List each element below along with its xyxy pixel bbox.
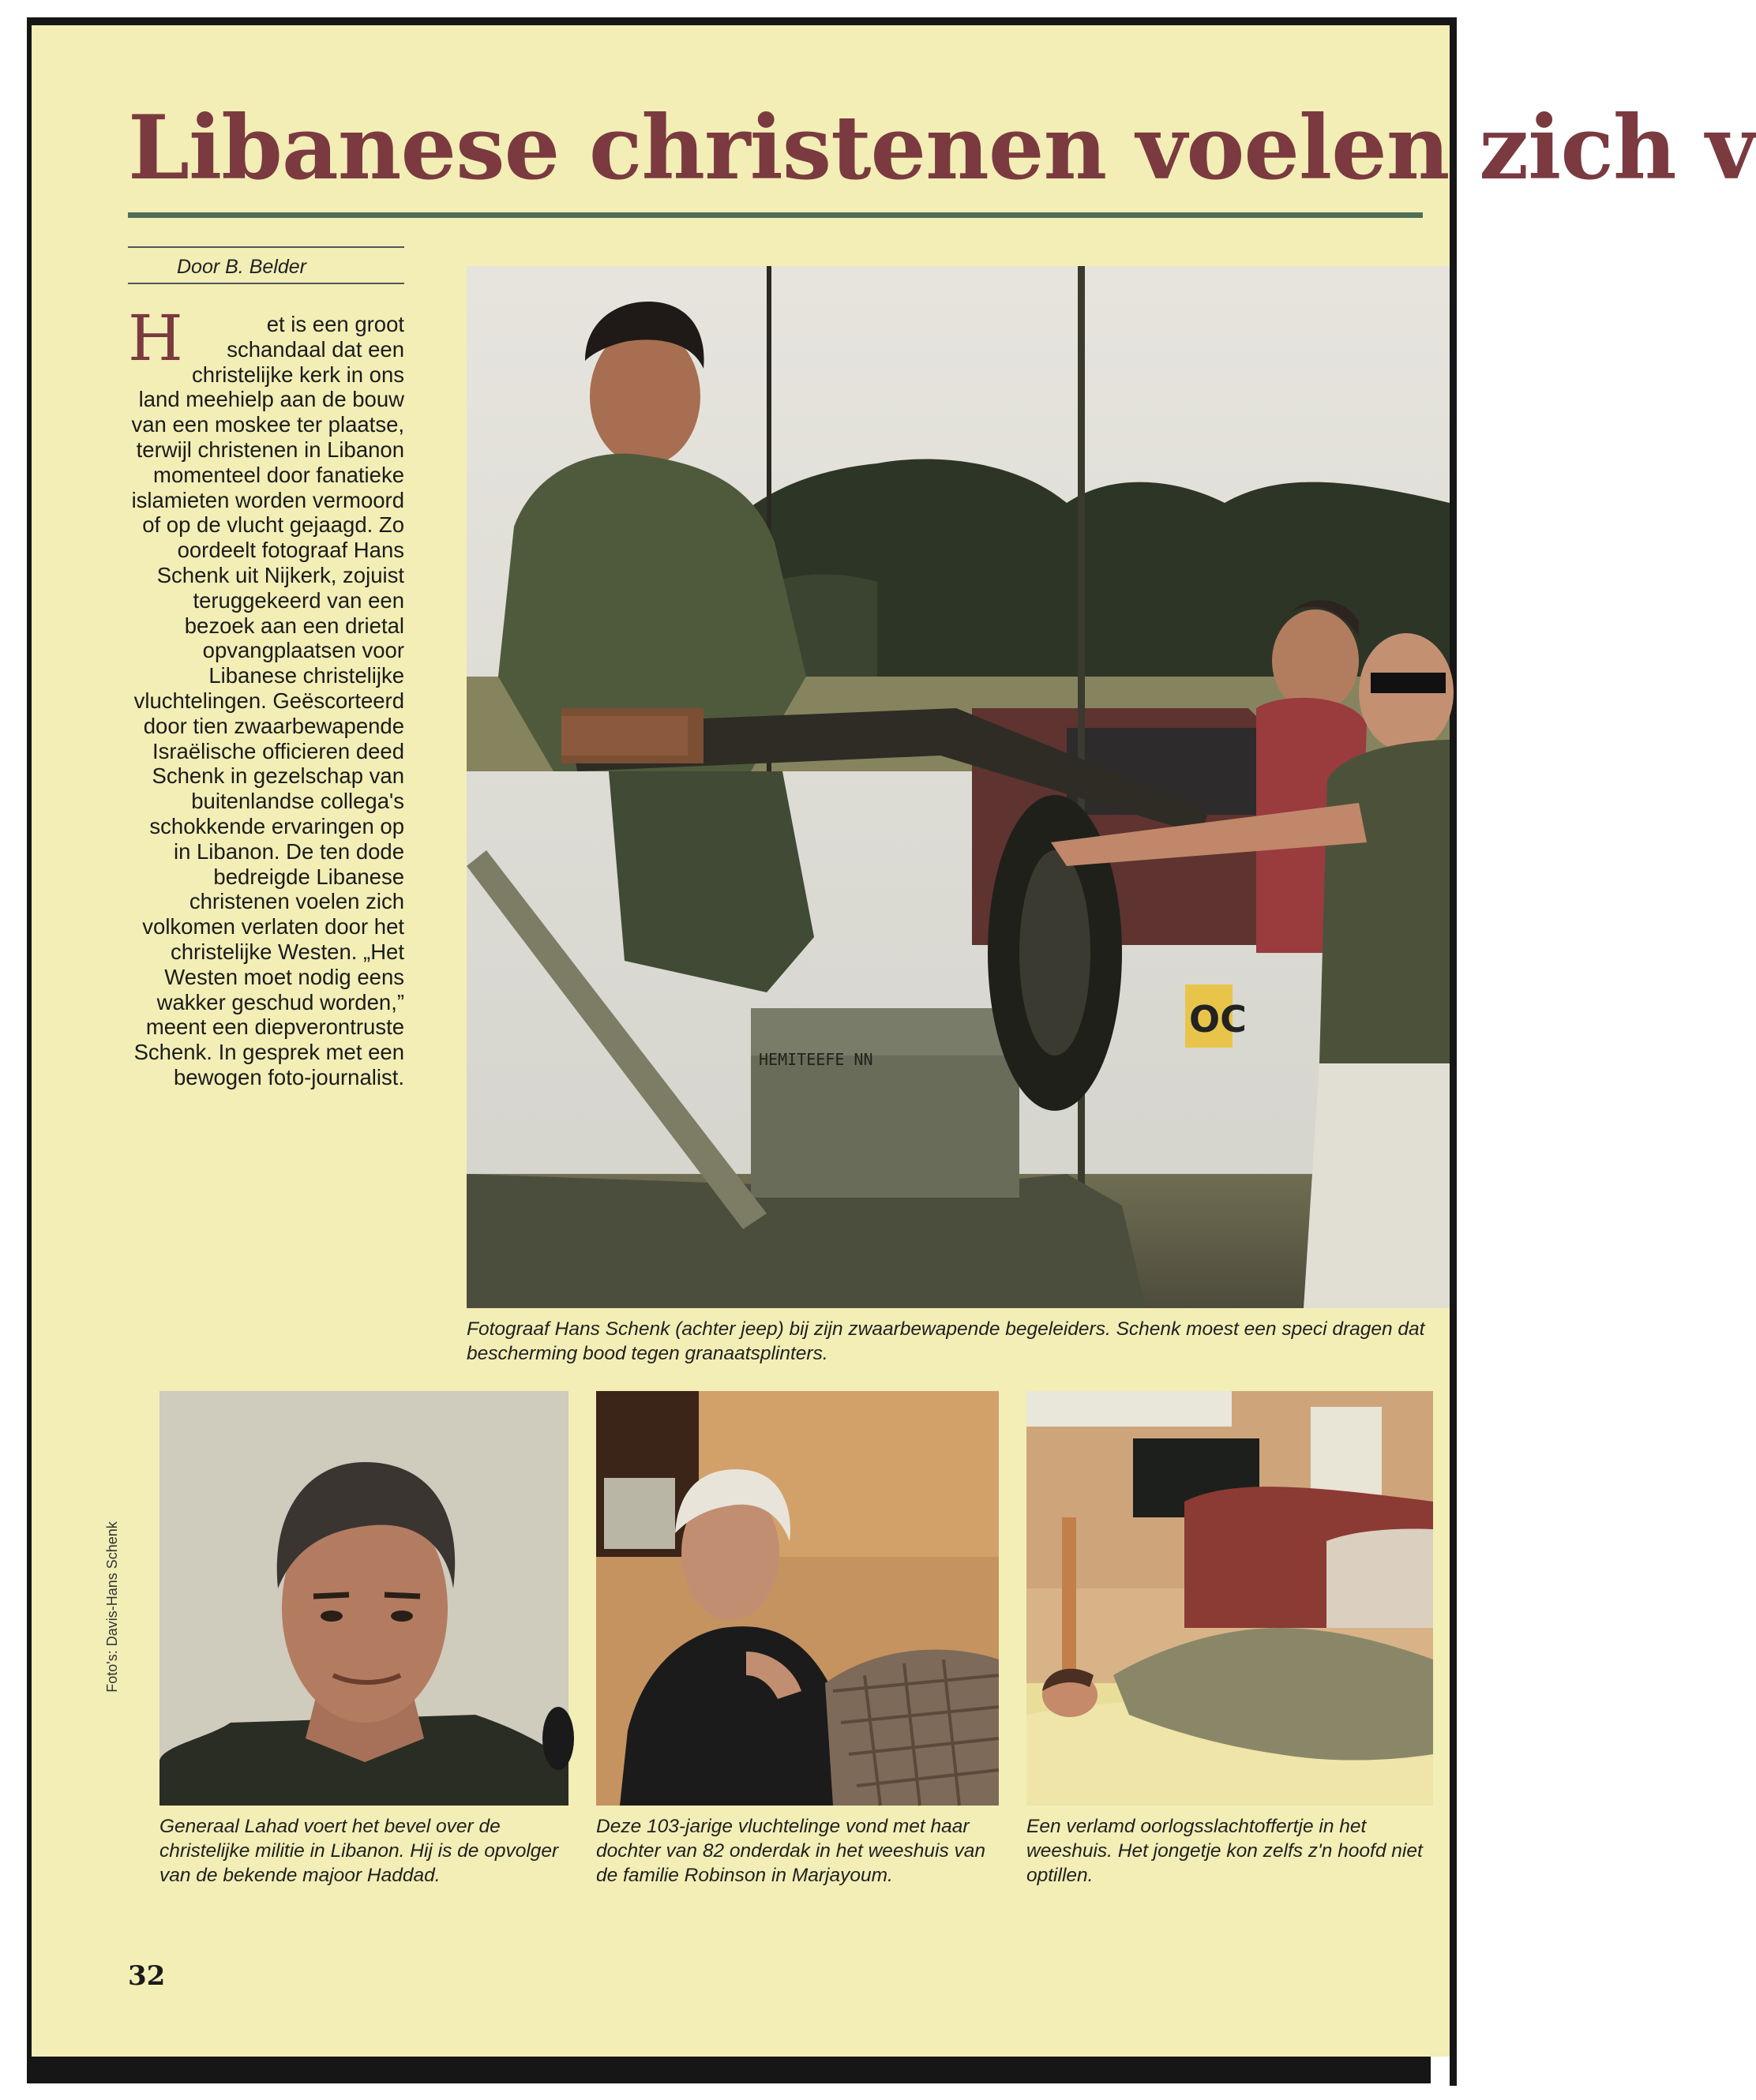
main-photo-caption: Fotograaf Hans Schenk (achter jeep) bij zijn zwaarbewapende begeleiders. Schenk moest een speci dragen dat bescherming bood tegen granaatsplinters. bbox=[467, 1318, 1425, 1364]
intro-text: et is een groot schandaal dat een christelijke kerk in ons land meehielp aan de bouw van een moskee ter plaatse, terwijl christenen in Libanon momenteel door fanatieke islamieten worden vermoord of op de vlucht gejaagd. Zo oordeelt fotograaf Hans Schenk uit Nijkerk, zojuist teruggekeerd van een bezoek aan een drietal opvangplaatsen voor Libanese christelijke vluchtelingen. Geëscorteerd door tien zwaarbewapende Israëlische officieren deed Schenk in gezelschap van buitenlandse collega's schokkende ervaringen op in Libanon. De ten dode bedreigde Libanese christenen voelen zich volkomen verlaten door het christelijke Westen. „Het Westen moet nodig eens wakker geschud worden,” meent een diepverontruste Schenk. In gesprek met een bewogen foto-journalist. bbox=[131, 312, 404, 1089]
headline: Libanese christenen voelen zich v bbox=[128, 97, 1756, 200]
radio-crate-label: HEMITEEFE NN bbox=[759, 1050, 873, 1069]
main-photo-jeep bbox=[467, 266, 1450, 1308]
elderly-refugee-caption: Deze 103-jarige vluchtelinge vond met haar dochter van 82 onderdak in het weeshuis van de familie Robinson in Marjayoum. bbox=[596, 1816, 986, 1886]
scan-border-bottom bbox=[27, 2057, 1431, 2083]
general-lahad-caption: Generaal Lahad voert het bevel over de christelijke militie in Libanon. Hij is de opvolger van de bekende majoor Haddad. bbox=[159, 1816, 559, 1886]
intro-paragraph bbox=[128, 302, 404, 1090]
photo-credit-text: Foto's: Davis-Hans Schenk bbox=[103, 1521, 120, 1693]
scan-border-right bbox=[1450, 17, 1457, 2086]
orphanage-child-caption: Een verlamd oorlogsslachtoffertje in het weeshuis. Het jongetje kon zelfs z'n hoofd niet optillen. bbox=[1026, 1816, 1423, 1886]
photo-credit bbox=[99, 1476, 126, 1737]
drop-cap: H bbox=[128, 302, 183, 375]
page-number: 32 bbox=[128, 1960, 166, 1992]
photo-orphanage-child bbox=[1026, 1391, 1433, 1806]
photo-general-lahad bbox=[159, 1391, 568, 1806]
license-plate-text: OC bbox=[1189, 998, 1247, 1041]
headline-rule bbox=[128, 212, 1423, 218]
photo-elderly-refugee bbox=[596, 1391, 999, 1806]
scan-border-top bbox=[27, 17, 1457, 25]
byline: Door B. Belder bbox=[128, 246, 404, 284]
